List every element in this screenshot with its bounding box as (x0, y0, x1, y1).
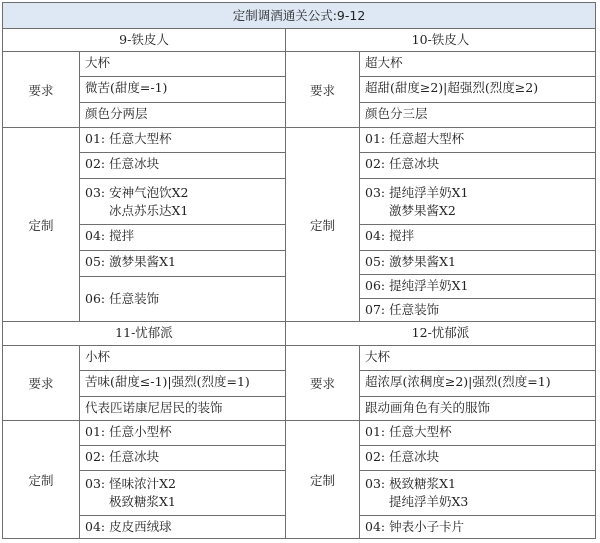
recipe-11-requirement: 代表匹诺康尼居民的装饰 (79, 396, 286, 421)
recipe-10-custom-label: 定制 (285, 127, 360, 322)
recipe-11-step (79, 470, 286, 516)
table-title: 定制调酒通关公式:9-12 (2, 2, 596, 29)
recipe-9-name: 9-铁皮人 (2, 28, 286, 52)
recipe-9-requirement: 微苦(甜度=-1) (79, 76, 286, 103)
recipe-10-step: 01: 任意超大型杯 (359, 127, 596, 153)
recipe-10-step (359, 178, 596, 225)
recipe-9-requirement: 颜色分两层 (79, 102, 286, 128)
recipe-9-custom-label: 定制 (2, 127, 80, 322)
recipe-12-requirement: 大杯 (359, 345, 596, 371)
recipe-9-requirement: 大杯 (79, 51, 286, 77)
recipe-9-step-line: 冰点苏乐达X1 (109, 202, 189, 218)
recipe-10-step: 04: 搅拌 (359, 224, 596, 251)
recipe-10-step-line: 激梦果酱X2 (389, 202, 456, 218)
recipe-12-custom-label: 定制 (285, 420, 360, 539)
recipe-9-step: 02: 任意冰块 (79, 152, 286, 179)
recipe-12-name: 12-忧郁派 (285, 321, 596, 346)
recipe-9-step: 01: 任意大型杯 (79, 127, 286, 153)
recipe-table (2, 2, 596, 539)
recipe-9-step: 05: 激梦果酱X1 (79, 250, 286, 277)
recipe-11-step-line: 03: 怪味浓汁X2 (85, 476, 176, 491)
recipe-10-step-line: 03: 提纯浮羊奶X1 (365, 184, 469, 200)
recipe-10-step: 02: 任意冰块 (359, 152, 596, 179)
recipe-11-requirements-label: 要求 (2, 345, 80, 421)
recipe-10-requirements-label: 要求 (285, 51, 360, 128)
recipe-11-step: 01: 任意小型杯 (79, 420, 286, 446)
recipe-12-step: 04: 钟表小子卡片 (359, 515, 596, 539)
recipe-11-name: 11-忧郁派 (2, 321, 286, 346)
recipe-12-step-line: 提纯浮羊奶X3 (389, 494, 469, 509)
recipe-12-step: 02: 任意冰块 (359, 445, 596, 471)
recipe-12-requirement: 超浓厚(浓稠度≥2)|强烈(烈度=1) (359, 370, 596, 397)
recipe-9-step: 04: 搅拌 (79, 224, 286, 251)
recipe-11-custom-label: 定制 (2, 420, 80, 539)
recipe-11-step: 02: 任意冰块 (79, 445, 286, 471)
recipe-12-requirements-label: 要求 (285, 345, 360, 421)
recipe-9-step-line: 06: 任意装饰 (85, 291, 160, 306)
recipe-11-requirement: 苦味(甜度≤-1)|强烈(烈度=1) (79, 370, 286, 397)
recipe-9-step (79, 178, 286, 225)
recipe-11-step-line: 极致糖浆X1 (109, 494, 176, 509)
recipe-12-requirement: 跟动画角色有关的服饰 (359, 396, 596, 421)
recipe-11-requirement: 小杯 (79, 345, 286, 371)
recipe-10-requirement: 颜色分三层 (359, 102, 596, 128)
recipe-12-step-line: 03: 极致糖浆X1 (365, 476, 456, 491)
recipe-10-step: 06: 提纯浮羊奶X1 (359, 274, 596, 299)
recipe-10-step: 07: 任意装饰 (359, 298, 596, 322)
recipe-10-step: 05: 激梦果酱X1 (359, 250, 596, 275)
recipe-9-requirements-label: 要求 (2, 51, 80, 128)
recipe-10-requirement: 超大杯 (359, 51, 596, 77)
recipe-10-requirement: 超甜(甜度≥2)|超强烈(烈度≥2) (359, 76, 596, 103)
recipe-10-name: 10-铁皮人 (285, 28, 596, 52)
recipe-11-step: 04: 皮皮西绒球 (79, 515, 286, 539)
recipe-12-step (359, 470, 596, 516)
recipe-9-step-line: 03: 安神气泡饮X2 (85, 184, 189, 200)
recipe-12-step: 01: 任意大型杯 (359, 420, 596, 446)
recipe-9-step (79, 276, 286, 322)
